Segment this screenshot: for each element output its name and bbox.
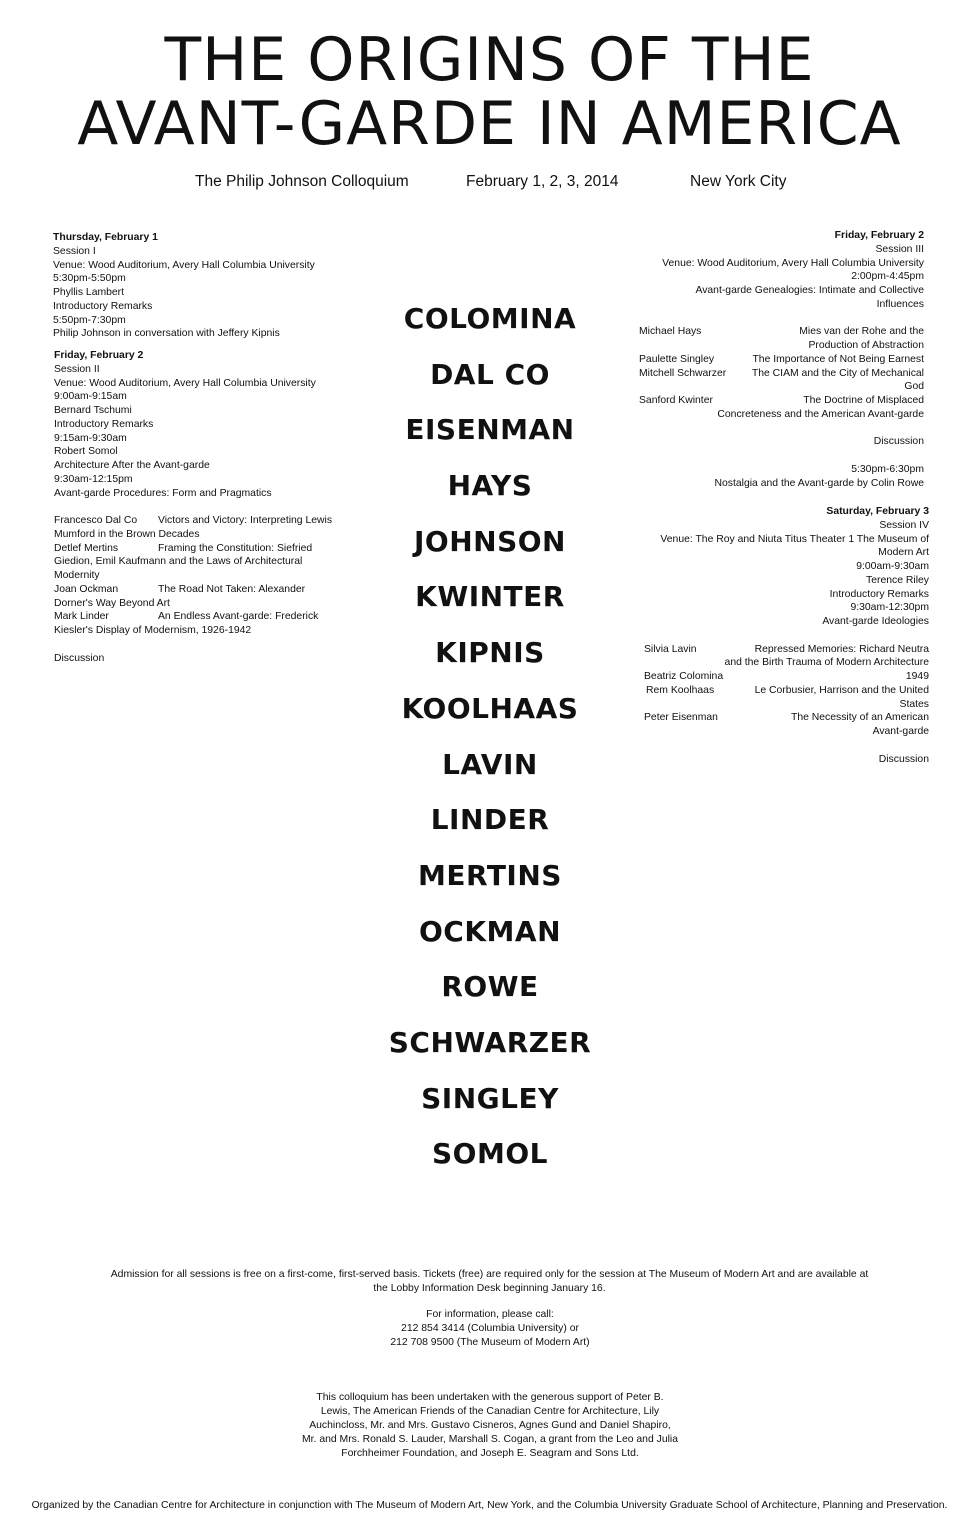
talk-speaker: Rem Koolhaas — [646, 684, 715, 696]
sponsor-line: Forchheimer Foundation, and Joseph E. Seagram and Sons Ltd. — [341, 1448, 639, 1459]
talk-title-continued: Avant-garde — [872, 726, 929, 737]
talk-title: 1949 — [905, 671, 929, 682]
talk-title-continued: Concreteness and the American Avant-garde — [717, 408, 924, 420]
participant-name: MERTINS — [418, 858, 562, 892]
day-heading: Friday, February 2 — [54, 350, 144, 361]
contact-line: 212 854 3414 (Columbia University) or — [401, 1323, 579, 1334]
talk-entry — [54, 542, 344, 583]
sponsor-line: This colloquium has been undertaken with the generous support of Peter B. — [316, 1392, 664, 1403]
admission-note — [40, 1268, 939, 1296]
participant-name: JOHNSON — [414, 524, 566, 558]
schedule-line: 2:00pm-4:45pm — [851, 271, 924, 283]
talk-title-continued: Dorner's Way Beyond Art — [54, 597, 170, 609]
schedule-friday-morning — [54, 349, 344, 665]
participant-name: SOMOL — [432, 1137, 548, 1171]
talk-title: An Endless Avant-garde: Frederick — [158, 611, 319, 623]
day-heading: Friday, February 2 — [834, 230, 924, 241]
talk-speaker: Beatriz Colomina — [644, 671, 724, 682]
talk-title-continued: Giedion, Emil Kaufmann and the Laws of Architectural — [54, 556, 303, 568]
participant-name: KWINTER — [415, 580, 565, 614]
contact-line: For information, please call: — [426, 1309, 554, 1320]
participant-name: DAL CO — [430, 357, 550, 391]
talk-title: Framing the Constitution: Siefried — [158, 542, 313, 554]
schedule-line: Terence Riley — [866, 574, 929, 586]
participant-name: LINDER — [430, 803, 550, 837]
participant-name: SCHWARZER — [388, 1025, 592, 1059]
title-line-2: AVANT-GARDE IN AMERICA — [77, 89, 902, 159]
participant-names — [380, 297, 600, 1188]
talk-entry — [639, 367, 924, 395]
talk-speaker: Peter Eisenman — [644, 712, 718, 724]
talk-speaker: Michael Hays — [639, 326, 702, 338]
talk-entry — [639, 325, 924, 353]
talk-speaker: Detlef Mertins — [54, 542, 119, 554]
participant-name: SINGLEY — [421, 1081, 559, 1115]
organizer-note — [5, 1499, 974, 1513]
talk-entry — [644, 684, 929, 712]
sponsor-line: Lewis, The American Friends of the Canadian Centre for Architecture, Lily — [320, 1406, 660, 1417]
discussion-label: Discussion — [873, 436, 924, 448]
talk-entry — [639, 353, 924, 367]
talk-title: Le Corbusier, Harrison and the United — [754, 684, 929, 696]
schedule-line: Philip Johnson in conversation with Jeffery Kipnis — [53, 328, 280, 340]
schedule-line: Session IV — [879, 519, 929, 531]
participant-name: COLOMINA — [403, 302, 577, 335]
talk-entry — [54, 610, 344, 638]
talk-title-continued: Modernity — [54, 570, 100, 581]
talk-entry — [644, 670, 929, 684]
schedule-line: 5:50pm-7:30pm — [53, 314, 126, 326]
admission-line: the Lobby Information Desk beginning January 16. — [373, 1283, 606, 1294]
contact-line: 212 708 9500 (The Museum of Modern Art) — [390, 1337, 590, 1348]
schedule-friday-afternoon — [639, 229, 924, 490]
participant-name: ROWE — [441, 970, 539, 1004]
talk-entry — [644, 711, 929, 739]
schedule-line: Bernard Tschumi — [54, 405, 132, 416]
talk-entry — [54, 514, 344, 542]
schedule-line: 9:30am-12:30pm — [850, 602, 929, 614]
schedule-line: Venue: Wood Auditorium, Avery Hall Columbia University — [54, 377, 316, 389]
talk-speaker: Paulette Singley — [639, 353, 715, 365]
participant-name: KIPNIS — [435, 636, 545, 670]
schedule-line: Avant-garde Genealogies: Intimate and Collective — [695, 285, 924, 296]
talk-speaker: Sanford Kwinter — [639, 395, 713, 406]
schedule-thursday — [53, 231, 353, 341]
schedule-line: Phyllis Lambert — [53, 287, 125, 298]
talk-entry — [639, 394, 924, 422]
schedule-line: 5:30pm-6:30pm — [851, 463, 924, 475]
talk-speaker: Silvia Lavin — [644, 643, 697, 655]
participant-name: LAVIN — [442, 747, 538, 781]
sponsor-note — [240, 1391, 740, 1461]
schedule-line: Venue: The Roy and Niuta Titus Theater 1 The Museum of — [660, 533, 929, 545]
talk-title: The Road Not Taken: Alexander — [158, 583, 306, 595]
talk-title: Repressed Memories: Richard Neutra — [754, 643, 929, 655]
talk-title: Victors and Victory: Interpreting Lewis — [158, 515, 333, 526]
schedule-line: Modern Art — [878, 547, 929, 559]
talk-speaker: Joan Ockman — [54, 583, 119, 595]
schedule-line: 9:30am-12:15pm — [54, 473, 133, 485]
schedule-line: Venue: Wood Auditorium, Avery Hall Columbia University — [53, 259, 315, 271]
schedule-line: 9:00am-9:30am — [856, 561, 929, 572]
schedule-line: Robert Somol — [54, 446, 118, 458]
talk-title-continued: Mumford in the Brown Decades — [54, 528, 200, 540]
subtitle-location: New York City — [690, 173, 787, 190]
talk-speaker: Francesco Dal Co — [54, 515, 138, 526]
schedule-line: Architecture After the Avant-garde — [54, 460, 210, 471]
title-line-1: THE ORIGINS OF THE — [164, 25, 815, 95]
talk-speaker: Mark Linder — [54, 611, 109, 623]
talk-title-continued: Kiesler's Display of Modernism, 1926-1942 — [54, 625, 252, 636]
talk-title-continued: God — [904, 381, 924, 393]
talk-title: The CIAM and the City of Mechanical — [751, 367, 924, 379]
talk-title-continued: States — [899, 698, 929, 710]
talk-entry — [54, 583, 344, 611]
schedule-line: Introductory Remarks — [54, 418, 154, 430]
discussion-label: Discussion — [54, 652, 105, 664]
schedule-line: Introductory Remarks — [829, 588, 929, 600]
organizer-line: Organized by the Canadian Centre for Architecture in conjunction with The Museum of Modern Art, New York, and the Columbia University Graduate School of Architecture, Planning and Preservation. — [31, 1500, 948, 1511]
schedule-line: Avant-garde Ideologies — [822, 616, 929, 627]
participant-name: KOOLHAAS — [401, 691, 579, 725]
sponsor-line: Mr. and Mrs. Ronald S. Lauder, Marshall S. Cogan, a grant from the Leo and Julia — [302, 1434, 678, 1445]
schedule-line: Influences — [876, 298, 924, 310]
admission-line: Admission for all sessions is free on a first-come, first-served basis. Tickets (free) are required only for the session at The Museum of Modern Art and are available at — [110, 1269, 869, 1280]
schedule-line: Avant-garde Procedures: Form and Pragmatics — [54, 487, 272, 499]
subtitle-dates: February 1, 2, 3, 2014 — [466, 173, 619, 190]
talk-title-continued: and the Birth Trauma of Modern Architecture — [724, 657, 929, 669]
schedule-line: Session III — [875, 243, 924, 255]
talk-title: The Doctrine of Misplaced — [803, 395, 924, 406]
schedule-saturday — [644, 505, 929, 766]
day-heading: Saturday, February 3 — [826, 506, 929, 517]
talk-entry — [644, 643, 929, 671]
sponsor-line: Auchincloss, Mr. and Mrs. Gustavo Cisneros, Agnes Gund and Daniel Shapiro, — [309, 1420, 671, 1431]
participant-name: HAYS — [447, 469, 533, 503]
talk-title: Mies van der Rohe and the — [799, 326, 924, 338]
schedule-line: Session II — [54, 363, 100, 375]
day-heading: Thursday, February 1 — [53, 232, 158, 243]
schedule-line: 5:30pm-5:50pm — [53, 273, 126, 285]
schedule-line: 9:15am-9:30am — [54, 432, 127, 444]
schedule-line: Session I — [53, 245, 96, 257]
participant-name: EISENMAN — [405, 413, 575, 447]
schedule-line: Introductory Remarks — [53, 300, 153, 312]
schedule-line: 9:00am-9:15am — [54, 391, 127, 403]
talk-speaker: Mitchell Schwarzer — [639, 367, 727, 379]
contact-info — [290, 1308, 690, 1350]
schedule-line: Venue: Wood Auditorium, Avery Hall Columbia University — [662, 257, 924, 269]
participant-name: OCKMAN — [418, 914, 561, 948]
poster-title — [0, 25, 979, 159]
discussion-label: Discussion — [878, 753, 929, 765]
schedule-line: Nostalgia and the Avant-garde by Colin Rowe — [714, 477, 924, 489]
talk-title: The Importance of Not Being Earnest — [752, 353, 924, 365]
subtitle-event: The Philip Johnson Colloquium — [195, 173, 409, 190]
talk-title: The Necessity of an American — [790, 712, 929, 724]
talk-title-continued: Production of Abstraction — [808, 340, 924, 351]
